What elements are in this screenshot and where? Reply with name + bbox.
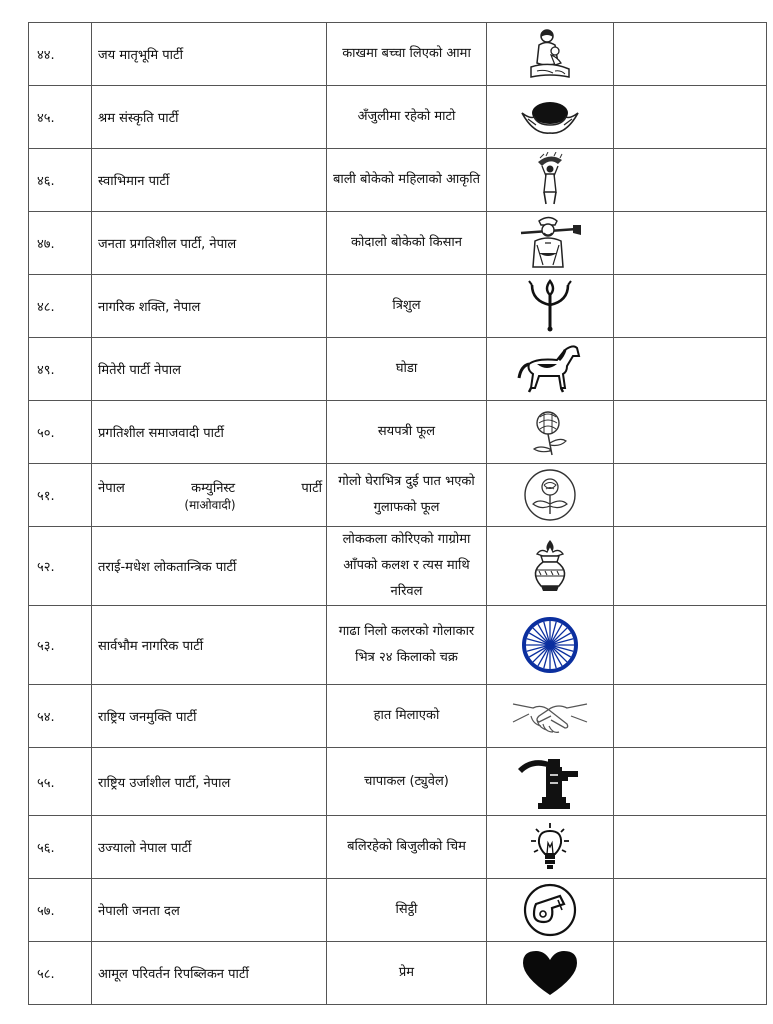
row-number: ४६. xyxy=(29,149,92,212)
woman-carrying-crop-icon xyxy=(532,152,568,208)
party-name: नागरिक शक्ति, नेपाल xyxy=(92,275,327,338)
party-name: स्वाभिमान पार्टी xyxy=(92,149,327,212)
row-number: ५८. xyxy=(29,942,92,1005)
party-name-suffix: (माओवादी) xyxy=(184,497,236,512)
table-row xyxy=(29,338,767,401)
row-number: ५५. xyxy=(29,748,92,816)
table-row xyxy=(29,816,767,879)
mother-child-icon xyxy=(525,27,575,81)
row-number: ५०. xyxy=(29,401,92,464)
party-name: प्रगतिशील समाजवादी पार्टी xyxy=(92,401,327,464)
table-row xyxy=(29,606,767,685)
party-name: उज्यालो नेपाल पार्टी xyxy=(92,816,327,879)
symbol-description: चापाकल (ट्युवेल) xyxy=(327,748,487,816)
table-row xyxy=(29,149,767,212)
row-number: ४८. xyxy=(29,275,92,338)
symbol-description: गाढा निलो कलरको गोलाकार भित्र २४ किलाको चक्र xyxy=(327,606,487,685)
table-row xyxy=(29,401,767,464)
party-name: तराई-मधेश लोकतान्त्रिक पार्टी xyxy=(92,527,327,606)
table-row xyxy=(29,464,767,527)
hand-pump-icon xyxy=(512,751,588,813)
table-row xyxy=(29,275,767,338)
row-number: ४७. xyxy=(29,212,92,275)
party-name: श्रम संस्कृति पार्टी xyxy=(92,86,327,149)
table-row xyxy=(29,527,767,606)
table-row xyxy=(29,23,767,86)
rose-in-circle-icon xyxy=(523,468,577,522)
heart-icon xyxy=(521,949,579,997)
symbol-description: घोडा xyxy=(327,338,487,401)
kalash-pot-icon xyxy=(527,538,573,594)
symbol-description: त्रिशुल xyxy=(327,275,487,338)
party-name: नेपाल कम्युनिस्ट पार्टी xyxy=(98,480,322,496)
handshake-icon xyxy=(511,694,589,738)
symbol-description: बाली बोकेको महिलाको आकृति xyxy=(327,149,487,212)
symbol-description: लोककला कोरिएको गाग्रोमा आँपको कलश र त्यस माथि नरिवल xyxy=(327,527,487,606)
table-row xyxy=(29,879,767,942)
soil-in-hands-icon xyxy=(518,95,582,139)
party-name: जनता प्रगतिशील पार्टी, नेपाल xyxy=(92,212,327,275)
party-name: आमूल परिवर्तन रिपब्लिकन पार्टी xyxy=(92,942,327,1005)
marigold-flower-icon xyxy=(526,407,574,457)
party-name: मितेरी पार्टी नेपाल xyxy=(92,338,327,401)
row-number: ५६. xyxy=(29,816,92,879)
row-number: ४९. xyxy=(29,338,92,401)
table-row xyxy=(29,212,767,275)
symbol-description: सिट्ठी xyxy=(327,879,487,942)
symbol-description: बलिरहेको बिजुलीको चिम xyxy=(327,816,487,879)
table-row xyxy=(29,86,767,149)
table-row xyxy=(29,942,767,1005)
party-symbol-table xyxy=(28,22,767,1005)
symbol-description: अँजुलीमा रहेको माटो xyxy=(327,86,487,149)
whistle-icon xyxy=(522,882,578,938)
symbol-description: काखमा बच्चा लिएको आमा xyxy=(327,23,487,86)
party-name: सार्वभौम नागरिक पार्टी xyxy=(92,606,327,685)
farmer-with-spade-icon xyxy=(517,215,583,271)
symbol-description: कोदालो बोकेको किसान xyxy=(327,212,487,275)
table-row xyxy=(29,685,767,748)
row-number: ४४. xyxy=(29,23,92,86)
ashoka-chakra-icon xyxy=(521,616,579,674)
party-name: जय मातृभूमि पार्टी xyxy=(92,23,327,86)
row-number: ५३. xyxy=(29,606,92,685)
symbol-description: हात मिलाएको xyxy=(327,685,487,748)
symbol-description: प्रेम xyxy=(327,942,487,1005)
row-number: ५४. xyxy=(29,685,92,748)
row-number: ४५. xyxy=(29,86,92,149)
symbol-description: सयपत्री फूल xyxy=(327,401,487,464)
party-name: राष्ट्रिय जनमुक्ति पार्टी xyxy=(92,685,327,748)
symbol-description: गोलो घेराभित्र दुई पात भएको गुलाफको फूल xyxy=(327,464,487,527)
horse-icon xyxy=(517,342,583,396)
table-row xyxy=(29,748,767,816)
trident-icon xyxy=(528,279,572,333)
row-number: ५१. xyxy=(29,464,92,527)
light-bulb-icon xyxy=(528,821,572,873)
party-name: नेपाली जनता दल xyxy=(92,879,327,942)
party-name: राष्ट्रिय उर्जाशील पार्टी, नेपाल xyxy=(92,748,327,816)
row-number: ५७. xyxy=(29,879,92,942)
row-number: ५२. xyxy=(29,527,92,606)
